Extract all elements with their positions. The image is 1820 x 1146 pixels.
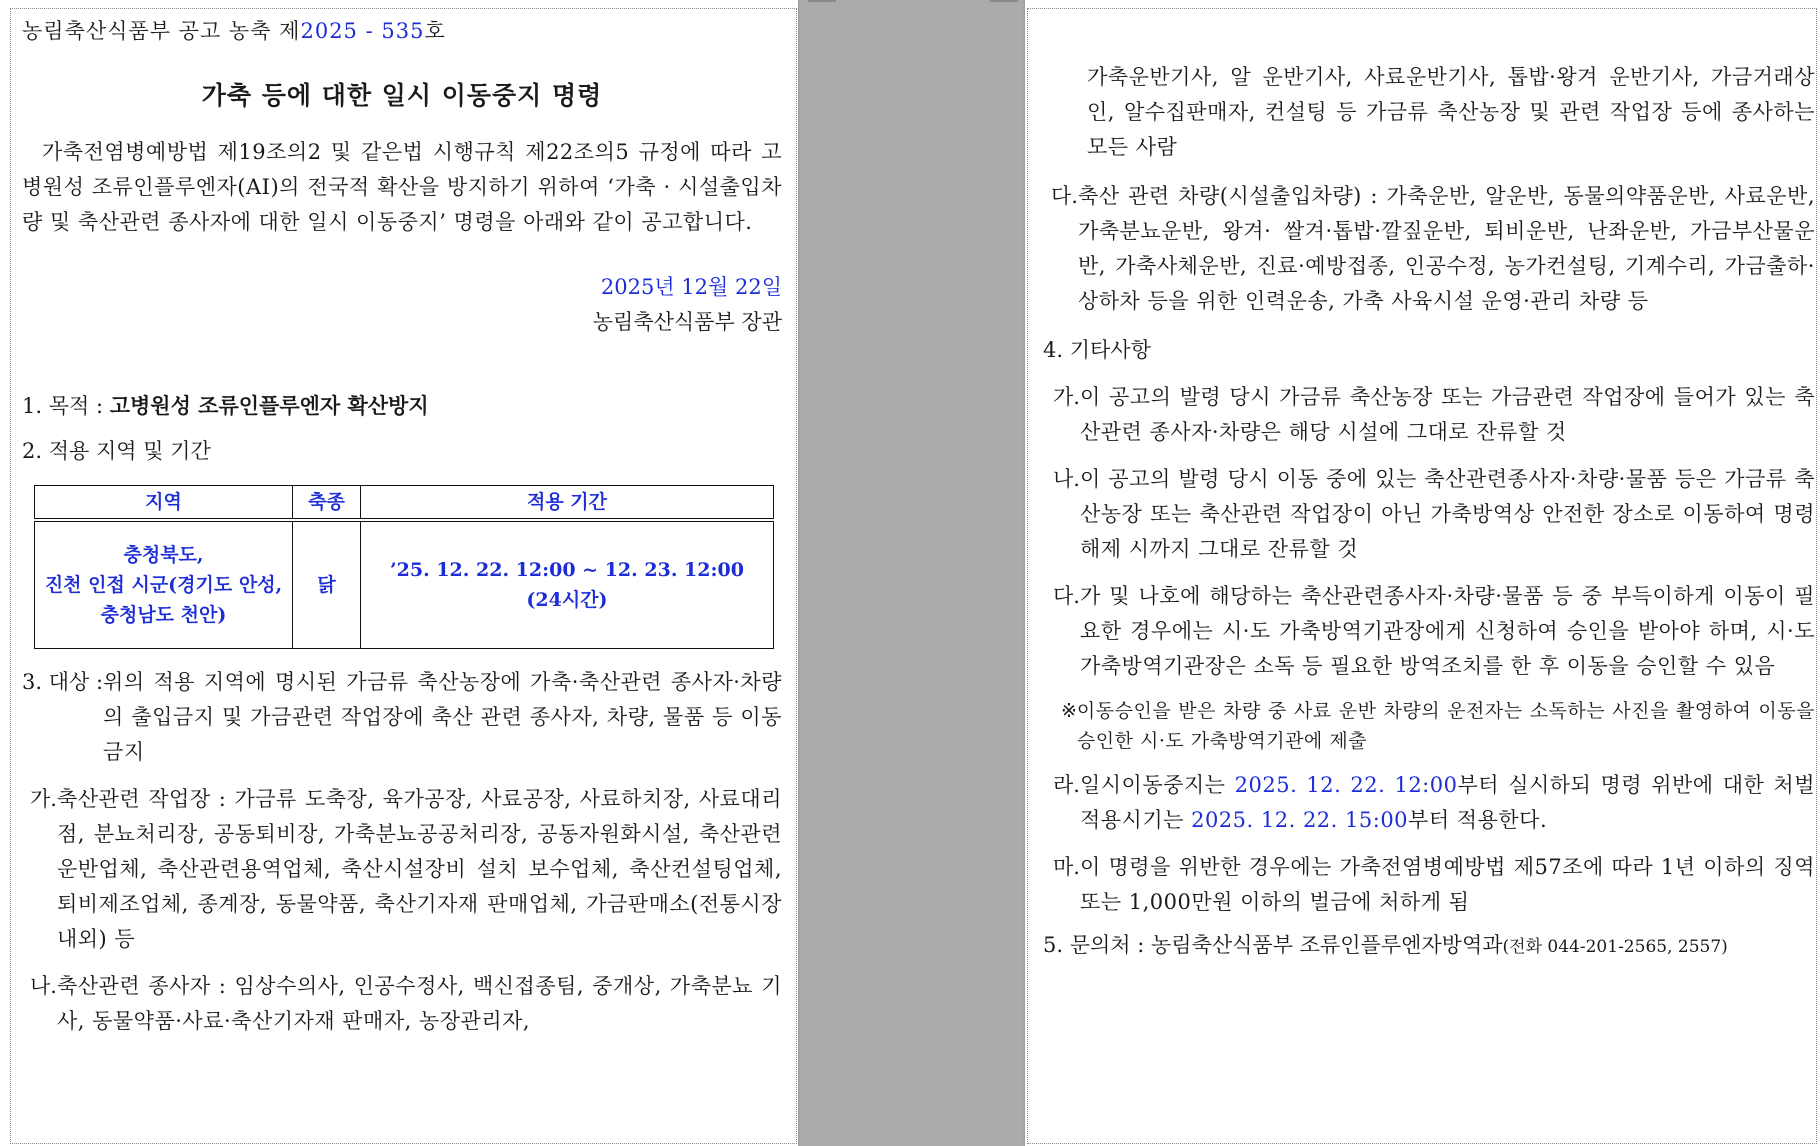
item-r-ga: [1043, 380, 1815, 450]
table-header-period: 적용 기간: [361, 486, 774, 521]
period-line: ’25. 12. 22. 12:00 ~ 12. 23. 12:00: [390, 559, 744, 581]
notice-number: [22, 14, 782, 48]
page-gap-marker: [990, 0, 1018, 2]
table-header-region: 지역: [35, 486, 293, 521]
item-ma: [1043, 850, 1815, 920]
section-1-label: 1. 목적 :: [22, 394, 110, 418]
period-line: (24시간): [526, 589, 608, 611]
section-5-phone: (전화 044-201-2565, 2557): [1502, 937, 1728, 957]
issuer: 농림축산식품부 장관: [592, 310, 782, 334]
ra-text-part: 부터 적용한다.: [1408, 808, 1548, 832]
note-item: [1043, 696, 1815, 756]
item-r-na: [1043, 462, 1815, 567]
item-ga-label: 가.: [30, 787, 57, 811]
section-5-text: 농림축산식품부 조류인플루엔자방역과: [1151, 933, 1503, 957]
region-table: [34, 485, 774, 649]
notice-suffix: 호: [424, 19, 446, 43]
item-na-continued: 가축운반기사, 알 운반기사, 사료운반기사, 톱밥·왕겨 운반기사, 가금거래상인, 알수집판매자, 컨설팅 등 가금류 축산농장 및 관련 작업장 등에 종사하는 모든 사람: [1087, 65, 1815, 159]
table-cell-region: [35, 520, 293, 649]
issue-block: [22, 270, 782, 340]
table-row: [35, 520, 774, 649]
issue-date: 2025년 12월 22일: [600, 275, 782, 299]
item-da-text: 축산 관련 차량(시설출입차량) : 가축운반, 알운반, 동물의약품운반, 사료운반, 가축분뇨운반, 왕겨· 쌀겨·톱밥·깔짚운반, 퇴비운반, 난좌운반, 가금부산물운반, 가축사체운반, 진료·예방접종, 인공수정, 농가컨설팅, 기계수리, 가금출하·상하차 등을 위한 인력운송, 가축 사육시설 운영·관리 차량 등: [1077, 184, 1815, 313]
item-na-label: 나.: [30, 974, 57, 998]
item-da: [1043, 179, 1815, 319]
region-line: 충청북도,: [123, 544, 204, 566]
item-r-ga-text: 이 공고의 발령 당시 가금류 축산농장 또는 가금관련 작업장에 들어가 있는 축산관련 종사자·차량은 해당 시설에 그대로 잔류할 것: [1079, 385, 1815, 444]
note-text: 이동승인을 받은 차량 중 사료 운반 차량의 운전자는 소독하는 사진을 촬영하여 이동을 승인한 시·도 가축방역기관에 제출: [1076, 700, 1815, 752]
table-header-species: 축종: [293, 486, 361, 521]
section-1: [22, 388, 782, 424]
item-ra: [1043, 768, 1815, 838]
region-line: 충청남도 천안): [100, 604, 227, 626]
document-title: 가축 등에 대한 일시 이동중지 명령: [201, 81, 603, 110]
region-line: 진천 인접 시군(경기도 안성,: [44, 574, 283, 596]
page-gap-marker: [808, 0, 836, 2]
section-2-heading: 2. 적용 지역 및 기간: [22, 439, 211, 463]
ra-penalty-datetime: 2025. 12. 22. 15:00: [1191, 808, 1409, 832]
ra-text-part: 일시이동중지는: [1079, 773, 1235, 797]
intro-paragraph: 가축전염병예방법 제19조의2 및 같은법 시행규칙 제22조의5 규정에 따라 고병원성 조류인플루엔자(AI)의 전국적 확산을 방지하기 위하여 ‘가축 · 시설출입차량 및 축산관련 종사자에 대한 일시 이동중지’ 명령을 아래와 같이 공고합니다.: [22, 140, 782, 234]
note-icon: ※: [1061, 700, 1077, 722]
document-page-right: [1025, 0, 1820, 1146]
page-content: [22, 14, 782, 1039]
notice-prefix: 농림축산식품부 공고 농축 제: [22, 19, 301, 43]
ra-start-datetime: 2025. 12. 22. 12:00: [1234, 773, 1458, 797]
table-header-row: [35, 486, 774, 521]
item-ma-text: 이 명령을 위반한 경우에는 가축전염병예방법 제57조에 따라 1년 이하의 징역 또는 1,000만원 이하의 벌금에 처하게 됨: [1079, 855, 1815, 914]
section-3: [22, 665, 782, 770]
item-r-ga-label: 가.: [1053, 385, 1080, 409]
item-ma-label: 마.: [1053, 855, 1080, 879]
section-5-label: 5. 문의처 :: [1043, 933, 1151, 957]
item-na-text: 축산관련 종사자 : 임상수의사, 인공수정사, 백신접종팀, 중개상, 가축분뇨 기사, 동물약품·사료·축산기자재 판매자, 농장관리자,: [56, 974, 782, 1033]
page-content: [1043, 60, 1815, 965]
section-1-value: 고병원성 조류인플루엔자 확산방지: [109, 393, 429, 418]
item-r-da-label: 다.: [1053, 584, 1080, 608]
item-da-label: 다.: [1051, 184, 1078, 208]
table-cell-period: [361, 520, 774, 649]
table-cell-species: 닭: [293, 520, 361, 649]
section-3-text: 위의 적용 지역에 명시된 가금류 축산농장에 가축·축산관련 종사자·차량의 출입금지 및 가금관련 작업장에 축산 관련 종사자, 차량, 물품 등 이동 금지: [103, 670, 782, 764]
item-r-da: [1043, 579, 1815, 684]
item-ra-text: [1080, 768, 1815, 838]
item-r-na-label: 나.: [1053, 467, 1080, 491]
item-r-da-text: 가 및 나호에 해당하는 축산관련종사자·차량·물품 등 중 부득이하게 이동이 필요한 경우에는 시·도 가축방역기관장에게 신청하여 승인을 받아야 하며, 시·도 가축방역기관장은 소독 등 필요한 방역조치를 한 후 이동을 승인할 수 있음: [1079, 584, 1815, 678]
section-4-heading: 4. 기타사항: [1043, 338, 1151, 362]
item-ga-text: 축산관련 작업장 : 가금류 도축장, 육가공장, 사료공장, 사료하치장, 사료대리점, 분뇨처리장, 공동퇴비장, 가축분뇨공공처리장, 공동자원화시설, 축산관련운반업체, 축산관련용역업체, 축산시설장비 설치 보수업체, 축산컨설팅업체, 퇴비제조업체, 종계장, 동물약품, 축산기자재 판매업체, 가금판매소(전통시장 내외) 등: [56, 787, 782, 951]
section-5: [1043, 928, 1815, 965]
notice-number-value: 2025 - 535: [300, 19, 425, 43]
section-3-label: 3. 대상 :: [22, 670, 104, 694]
item-ra-label: 라.: [1053, 773, 1080, 797]
item-na: [30, 969, 782, 1039]
item-r-na-text: 이 공고의 발령 당시 이동 중에 있는 축산관련종사자·차량·물품 등은 가금류 축산농장 또는 축산관련 작업장이 아닌 가축방역상 안전한 장소로 이동하여 명령해제 시까지 그대로 잔류할 것: [1079, 467, 1815, 561]
document-page-left: [0, 0, 798, 1146]
item-ga: [30, 782, 782, 957]
ra-text-part: 부터 실시하되 명령 위반에 대한 처벌적용시기는: [1079, 773, 1815, 832]
